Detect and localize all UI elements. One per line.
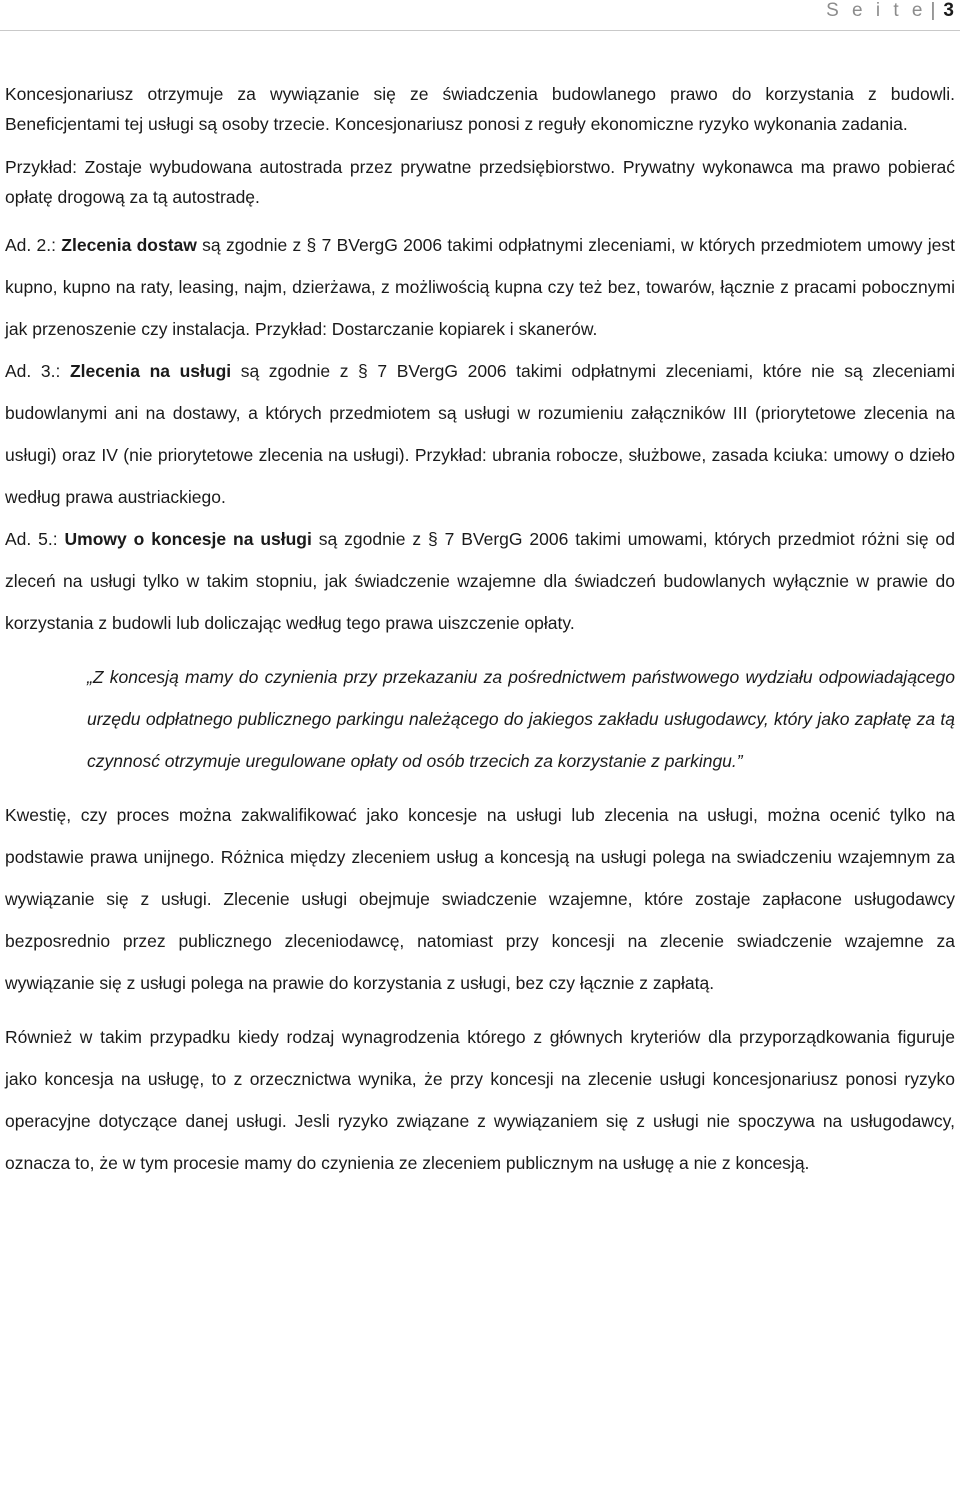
ad3-text: są zgodnie z § 7 BVergG 2006 takimi odpłatnymi zleceniami, które nie są zleceniami budowlanymi ani na dostawy, a których przedmiotem są usługi w rozumieniu załączników III (priorytetowe zlecenia na usługi) oraz IV (nie priorytetowe zlecenia na usługi). Przykład: ubrania robocze, służbowe, zasada kciuka: umowy o dzieło według prawa austriackiego. — [5, 361, 956, 508]
ad5-text: są zgodnie z § 7 BVergG 2006 takimi umowami, których przedmiot różni się od zleceń na usługi tylko w takim stopniu, jak świadczenie wzajemne dla świadczeń budowlanych wyłącznie w prawie do korzystania z budowli lub doliczając według tego prawa uiszczenie opłaty. — [5, 529, 955, 634]
ad5-term: Umowy o koncesje na usługi — [64, 529, 312, 550]
ad2-text: są zgodnie z § 7 BVergG 2006 takimi odpłatnymi zleceniami, w których przedmiotem umowy jest kupno, kupno na raty, leasing, najm, dzierżawa, z możliwością kupna czy też bez, towarów, łącznie z pracami pobocznymi jak przenoszenie czy instalacja. Przykład: Dostarczanie kopiarek i skanerów. — [5, 235, 956, 340]
paragraph-koncesjonariusz: Koncesjonariusz otrzymuje za wywiązanie się ze świadczenia budowlanego prawo do korzystania z budowli. Beneficjentami tej usługi są osoby trzecie. Koncesjonariusz ponosi z reguły ekonomiczne ryzyko wykonania zadania. — [5, 84, 955, 135]
page-number-label — [826, 0, 954, 22]
quote-koncesja-parking: „Z koncesją mamy do czynienia przy przekazaniu za pośrednictwem państwowego wydziału odpowiadającego urzędu odpłatnego publicznego parkingu należącego do jakiegos zakładu usługodawcy, który jako zapłatę za tą czynnosć otrzymuje uregulowane opłaty od osób trzecich za korzystanie z parkingu.” — [87, 667, 955, 772]
paragraph-przyklad-autostrada: Przykład: Zostaje wybudowana autostrada przez prywatne przedsiębiorstwo. Prywatny wykonawca ma prawo pobierać opłatę drogową za tą autostradę. — [5, 156, 955, 207]
paragraph-ad3 — [5, 350, 955, 518]
ad3-term: Zlecenia na usługi — [69, 361, 232, 382]
page-label: S e i t e — [826, 0, 927, 21]
page-separator: | — [930, 0, 936, 21]
ad2-term: Zlecenia dostaw — [61, 235, 197, 256]
document-body — [5, 79, 955, 1184]
paragraph-kwestie: Kwestię, czy proces można zakwalifikować jako koncesje na usługi lub zlecenia na usługi, można ocenić tylko na podstawie prawa unijnego. Różnica między zleceniem usług a koncesją na usługi polega na swiadczeniu wzajemnym za wywiązanie się z usługi. Zlecenie usługi obejmuje swiadczenie wzajemne, które zostaje zapłacone usługodawcy bezposrednio przez publicznego zleceniodawcę, natomiast przy koncesji na zlecenie swiadczenie wzajemne za wywiązanie się z usługi polega na prawie do korzystania z usługi, bez czy łącznie z zapłatą. — [5, 805, 955, 994]
ad3-prefix: Ad. 3.: — [5, 361, 70, 382]
ad5-prefix: Ad. 5.: — [5, 529, 65, 550]
paragraph-ad2 — [5, 224, 955, 350]
paragraph-rowniez: Również w takim przypadku kiedy rodzaj wynagrodzenia którego z głównych kryteriów dla przyporządkowania figuruje jako koncesja na usługę, to z orzecznictwa wynika, że przy koncesji na zlecenie usługi koncesjonariusz ponosi ryzyko operacyjne dotyczące danej usługi. Jesli ryzyko związane z wywiązaniem się z usługi nie spoczywa na usługodawcy, oznacza to, że w tym procesie mamy do czynienia ze zleceniem publicznym na usługę a nie z koncesją. — [5, 1027, 955, 1174]
page-header — [0, 0, 960, 31]
page-number: 3 — [943, 0, 954, 21]
ad2-prefix: Ad. 2.: — [5, 235, 62, 256]
paragraph-ad5 — [5, 518, 955, 644]
